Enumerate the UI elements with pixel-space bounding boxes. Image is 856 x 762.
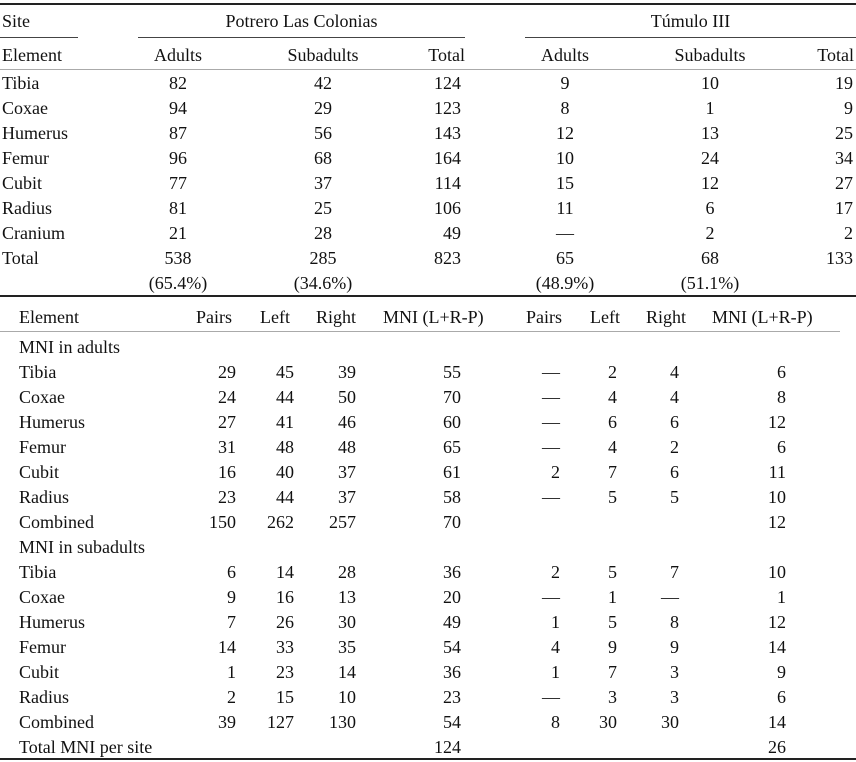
table-cell: 114 (434, 173, 461, 193)
table-cell (557, 511, 617, 533)
table-cell: 23 (276, 662, 294, 682)
table-cell: 41 (276, 412, 294, 432)
row-element-label: Coxae (19, 587, 65, 607)
table-cell: 9 (608, 637, 617, 657)
table-cell: 5 (608, 487, 617, 507)
table-cell: 164 (434, 148, 461, 168)
table-cell: 133 (826, 248, 853, 268)
col-header: Adults (540, 45, 589, 65)
table-cell: 6 (777, 362, 786, 382)
table-cell: 24 (701, 148, 719, 168)
table-cell: 8 (551, 712, 560, 732)
table-cell: 25 (314, 198, 332, 218)
mid-rule (0, 295, 856, 297)
table-cell: 82 (169, 73, 187, 93)
table-cell: 37 (338, 487, 356, 507)
group-header-potrero: Potrero Las Colonias (225, 11, 378, 31)
table-cell: 49 (443, 612, 461, 632)
table-cell: 3 (670, 687, 679, 707)
table-cell: 17 (835, 198, 853, 218)
table-cell: 13 (338, 587, 356, 607)
table-cell: 42 (314, 73, 332, 93)
table-cell: 5 (608, 562, 617, 582)
row-element-label: Humerus (19, 412, 85, 432)
table-cell: — (542, 487, 560, 507)
table-cell: 2 (705, 223, 715, 243)
table-cell: 10 (768, 487, 786, 507)
table-cell: 35 (338, 637, 356, 657)
table-cell (500, 736, 560, 758)
table-cell: 30 (661, 712, 679, 732)
table-cell (176, 736, 236, 758)
table-cell: 7 (608, 462, 617, 482)
table-cell: 4 (608, 437, 617, 457)
row-element-label: Total (2, 248, 39, 268)
table-cell: 36 (443, 662, 461, 682)
element-col-header-2: Element (19, 307, 79, 327)
table-cell: 12 (768, 612, 786, 632)
table-cell: 45 (276, 362, 294, 382)
table-cell: — (542, 412, 560, 432)
percent-cell: (48.9%) (535, 273, 595, 293)
col-header: Subadults (287, 45, 359, 65)
table-cell (619, 736, 679, 758)
table-cell: 5 (608, 612, 617, 632)
table-cell: 65 (443, 437, 461, 457)
row-element-label: Radius (19, 687, 70, 707)
table-cell: 124 (434, 737, 461, 757)
table-cell: 9 (560, 73, 570, 93)
table-cell: 7 (608, 662, 617, 682)
table-cell: 143 (434, 123, 461, 143)
table-cell: 30 (599, 712, 617, 732)
table-cell: 87 (169, 123, 187, 143)
header-rule-2 (0, 331, 840, 332)
table-cell (500, 511, 560, 533)
table-cell: 2 (844, 223, 853, 243)
row-element-label: Cubit (2, 173, 43, 193)
table-cell: 23 (443, 687, 461, 707)
col-header: Total (428, 45, 465, 65)
table-cell: 50 (338, 387, 356, 407)
table-cell: 127 (267, 712, 294, 732)
table-cell: 14 (338, 662, 356, 682)
col-header: Right (646, 307, 687, 327)
percent-cell (780, 272, 856, 294)
col-header: Pairs (196, 307, 232, 327)
table-cell (619, 511, 679, 533)
table-cell: 44 (276, 487, 294, 507)
table-cell: 1 (551, 662, 560, 682)
table-cell: 124 (434, 73, 461, 93)
col-header: Subadults (674, 45, 746, 65)
table-cell: 9 (670, 637, 679, 657)
element-col-header: Element (2, 45, 62, 65)
table-cell: 12 (768, 512, 786, 532)
table-cell: 4 (551, 637, 560, 657)
row-element-label: Cubit (19, 462, 60, 482)
table-cell: 11 (556, 198, 574, 218)
table-cell: 29 (314, 98, 332, 118)
percent-cell: (51.1%) (680, 273, 740, 293)
table-cell: 4 (608, 387, 617, 407)
site-label: Site (2, 11, 31, 31)
table-cell: 10 (556, 148, 574, 168)
col-header: Total (817, 45, 854, 65)
col-header: Adults (153, 45, 202, 65)
row-element-label: Humerus (2, 123, 68, 143)
table-cell: 130 (329, 712, 356, 732)
table-cell: 60 (443, 412, 461, 432)
table-cell: 8 (777, 387, 786, 407)
table-cell: 48 (338, 437, 356, 457)
table-cell: 12 (556, 123, 574, 143)
table-cell (234, 736, 294, 758)
table-cell: 5 (670, 487, 679, 507)
table-cell: 262 (267, 512, 294, 532)
row-element-label: Combined (19, 512, 94, 532)
table-cell: 14 (768, 637, 786, 657)
table-cell: 61 (443, 462, 461, 482)
row-element-label: Radius (2, 198, 53, 218)
table-cell: 2 (551, 462, 560, 482)
row-element-label: Femur (19, 437, 66, 457)
row-element-label: Radius (19, 487, 70, 507)
table-cell: 2 (227, 687, 236, 707)
table-cell: 257 (329, 512, 356, 532)
table-cell: 49 (443, 223, 461, 243)
table-cell: — (542, 387, 560, 407)
table-cell: 68 (314, 148, 332, 168)
table-cell: 2 (670, 437, 679, 457)
table-cell: 6 (777, 687, 786, 707)
table-cell: 28 (338, 562, 356, 582)
table-cell: — (661, 587, 679, 607)
table-cell: 14 (276, 562, 294, 582)
table-cell: 6 (777, 437, 786, 457)
table-cell: 29 (218, 362, 236, 382)
table-cell: 94 (169, 98, 187, 118)
group-underline-potrero (138, 37, 465, 38)
table-cell: 70 (443, 387, 461, 407)
col-header: Pairs (526, 307, 562, 327)
table-cell: 12 (768, 412, 786, 432)
section-title: MNI in adults (19, 337, 120, 357)
row-element-label: Femur (19, 637, 66, 657)
top-rule (0, 3, 856, 5)
table-cell: 28 (314, 223, 332, 243)
group-underline-tumulo (525, 37, 856, 38)
table-cell: 3 (608, 687, 617, 707)
table-cell: 58 (443, 487, 461, 507)
table-cell: 70 (443, 512, 461, 532)
table-cell: 24 (218, 387, 236, 407)
table-cell: 16 (218, 462, 236, 482)
table-cell: 30 (338, 612, 356, 632)
table-cell: 31 (218, 437, 236, 457)
table-cell: 39 (338, 362, 356, 382)
table-cell: 1 (777, 587, 786, 607)
table-cell: — (542, 362, 560, 382)
table-cell: — (556, 223, 574, 243)
table-cell: 13 (701, 123, 719, 143)
percent-cell: (34.6%) (293, 273, 353, 293)
table-cell: 96 (169, 148, 187, 168)
row-element-label: Total MNI per site (19, 737, 153, 757)
table-cell: 4 (670, 362, 679, 382)
row-element-label: Cranium (2, 223, 65, 243)
table-cell: 9 (227, 587, 236, 607)
table-cell: 1 (705, 98, 715, 118)
percent-cell: (65.4%) (148, 273, 208, 293)
table-cell: 10 (768, 562, 786, 582)
table-cell: 27 (835, 173, 853, 193)
table-cell: 2 (551, 562, 560, 582)
row-element-label: Tibia (19, 362, 57, 382)
table-cell: 15 (276, 687, 294, 707)
col-header: MNI (L+R-P) (712, 307, 813, 327)
table-cell: 36 (443, 562, 461, 582)
table-cell: 34 (835, 148, 853, 168)
col-header: MNI (L+R-P) (383, 307, 484, 327)
table-cell: 40 (276, 462, 294, 482)
col-header: Left (590, 307, 620, 327)
table-cell: 46 (338, 412, 356, 432)
table-cell: 6 (670, 462, 679, 482)
row-element-label: Cubit (19, 662, 60, 682)
table-cell: 1 (608, 587, 617, 607)
row-element-label: Coxae (19, 387, 65, 407)
row-element-label: Tibia (19, 562, 57, 582)
table-cell: 1 (227, 662, 236, 682)
table-cell: 7 (227, 612, 236, 632)
table-cell: 538 (164, 248, 192, 268)
table-cell: 19 (835, 73, 853, 93)
table-cell: 6 (705, 198, 715, 218)
table-cell: 44 (276, 387, 294, 407)
table-cell: — (542, 587, 560, 607)
table-cell: 77 (169, 173, 187, 193)
table-cell: 6 (670, 412, 679, 432)
table-cell: 25 (835, 123, 853, 143)
percent-cell (390, 272, 471, 294)
table-cell: 10 (338, 687, 356, 707)
table-cell: 23 (218, 487, 236, 507)
table-cell: 12 (701, 173, 719, 193)
table-cell: 81 (169, 198, 187, 218)
table-cell: 15 (556, 173, 574, 193)
col-header: Right (316, 307, 357, 327)
table-cell: 11 (768, 462, 786, 482)
table-cell: 285 (309, 248, 337, 268)
table-cell: 37 (314, 173, 332, 193)
table-cell: 56 (314, 123, 332, 143)
row-element-label: Coxae (2, 98, 48, 118)
table-cell: 54 (443, 637, 461, 657)
table-cell: 55 (443, 362, 461, 382)
table-cell: 150 (209, 512, 236, 532)
table-cell: 9 (844, 98, 853, 118)
table-cell (296, 736, 356, 758)
table-cell: 65 (556, 248, 574, 268)
table-cell: 6 (227, 562, 236, 582)
section-title: MNI in subadults (19, 537, 145, 557)
col-header: Left (260, 307, 290, 327)
table-cell: 26 (768, 737, 786, 757)
table-cell: 54 (443, 712, 461, 732)
table-cell: 68 (701, 248, 719, 268)
table-cell: 37 (338, 462, 356, 482)
table-cell: 26 (276, 612, 294, 632)
row-element-label: Femur (2, 148, 49, 168)
table-cell: 8 (560, 98, 570, 118)
header-rule (0, 69, 856, 70)
table-cell: 33 (276, 637, 294, 657)
site-underline (0, 37, 78, 38)
table-cell: 21 (169, 223, 187, 243)
table-cell (557, 736, 617, 758)
table-cell: 14 (768, 712, 786, 732)
table-cell: 106 (434, 198, 461, 218)
table-cell: 823 (434, 248, 461, 268)
table-cell: 3 (670, 662, 679, 682)
table-cell: 20 (443, 587, 461, 607)
table-cell: 8 (670, 612, 679, 632)
table-cell: 16 (276, 587, 294, 607)
bottom-rule (0, 758, 856, 760)
table-cell: 48 (276, 437, 294, 457)
table-cell: 2 (608, 362, 617, 382)
row-element-label: Tibia (2, 73, 40, 93)
table-cell: 1 (551, 612, 560, 632)
table-cell: 27 (218, 412, 236, 432)
table-cell: 14 (218, 637, 236, 657)
row-element-label: Combined (19, 712, 94, 732)
table-cell: 7 (670, 562, 679, 582)
table-cell: 9 (777, 662, 786, 682)
group-header-tumulo: Túmulo III (650, 11, 731, 31)
table-cell: 10 (701, 73, 719, 93)
table-cell: 4 (670, 387, 679, 407)
table-cell: 39 (218, 712, 236, 732)
table-cell: — (542, 687, 560, 707)
row-element-label: Humerus (19, 612, 85, 632)
table-cell: 6 (608, 412, 617, 432)
table-cell: 123 (434, 98, 461, 118)
table-cell: — (542, 437, 560, 457)
